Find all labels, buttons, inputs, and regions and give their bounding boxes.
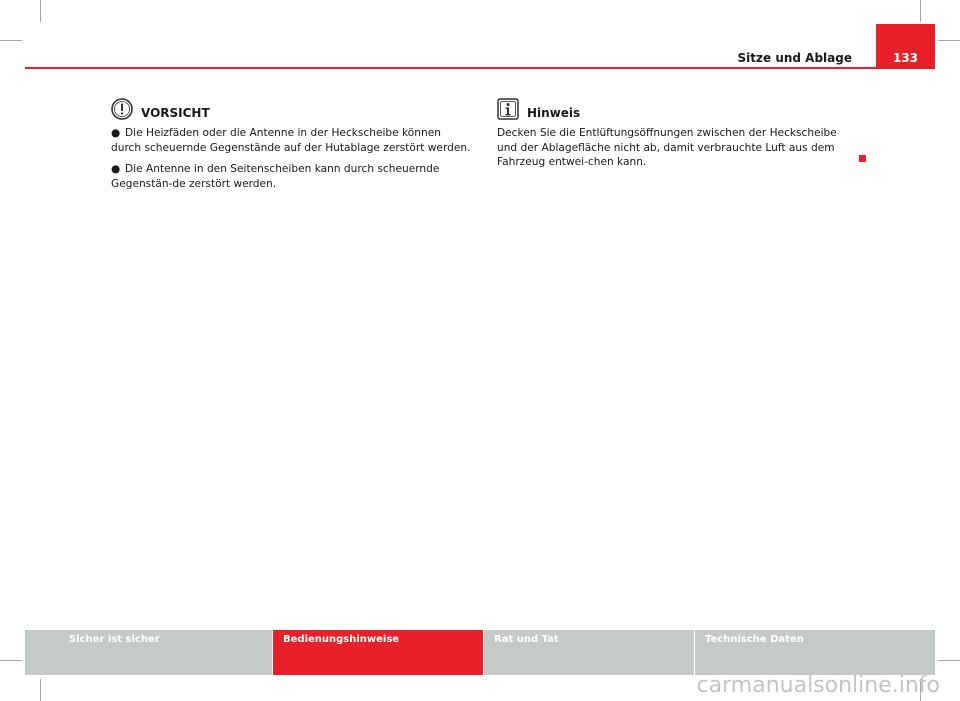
footer-tab-sicher[interactable]: Sicher ist sicher — [25, 630, 272, 675]
list-item: ● Die Heizfäden oder die Antenne in der Heckscheibe können durch scheuernde Gegenstände auf der Hutablage zerstört werden. — [111, 127, 471, 154]
note-body — [497, 126, 842, 177]
watermark: carmanualsonline.info — [696, 673, 940, 698]
crop-mark — [40, 679, 41, 701]
bullet: ● — [111, 163, 121, 175]
list-item: ● Die Antenne in den Seitenscheiben kann durch scheuernde Gegenstän-de zerstört werden. — [111, 163, 440, 190]
page-number: 133 — [892, 51, 919, 65]
note-title: Hinweis — [527, 106, 581, 120]
info-icon — [497, 98, 519, 120]
warning-icon — [111, 98, 133, 120]
header-rule — [25, 67, 935, 69]
note-text: Decken Sie die Entlüftungsöffnungen zwischen der Heckscheibe und der Ablagefläche nicht ab, damit verbrauchte Luft aus dem Fahrzeug entwei-chen kann. — [497, 127, 837, 168]
crop-mark — [0, 40, 22, 41]
crop-mark — [938, 40, 960, 41]
warning-body — [111, 126, 471, 198]
warning-title: VORSICHT — [141, 106, 210, 120]
section-title: Sitze und Ablage — [737, 51, 852, 65]
bullet: ● — [111, 127, 121, 139]
crop-mark — [938, 660, 960, 661]
footer-tab-rat[interactable]: Rat und Tat — [484, 630, 694, 675]
section-end-marker — [859, 155, 866, 162]
footer-tab-technik[interactable]: Technische Daten — [695, 630, 935, 675]
note-heading — [497, 98, 580, 120]
crop-mark — [920, 0, 921, 22]
crop-mark — [40, 0, 41, 22]
footer-tab-bedienung[interactable]: Bedienungshinweise — [273, 630, 483, 675]
warning-heading — [111, 98, 210, 120]
crop-mark — [0, 660, 22, 661]
